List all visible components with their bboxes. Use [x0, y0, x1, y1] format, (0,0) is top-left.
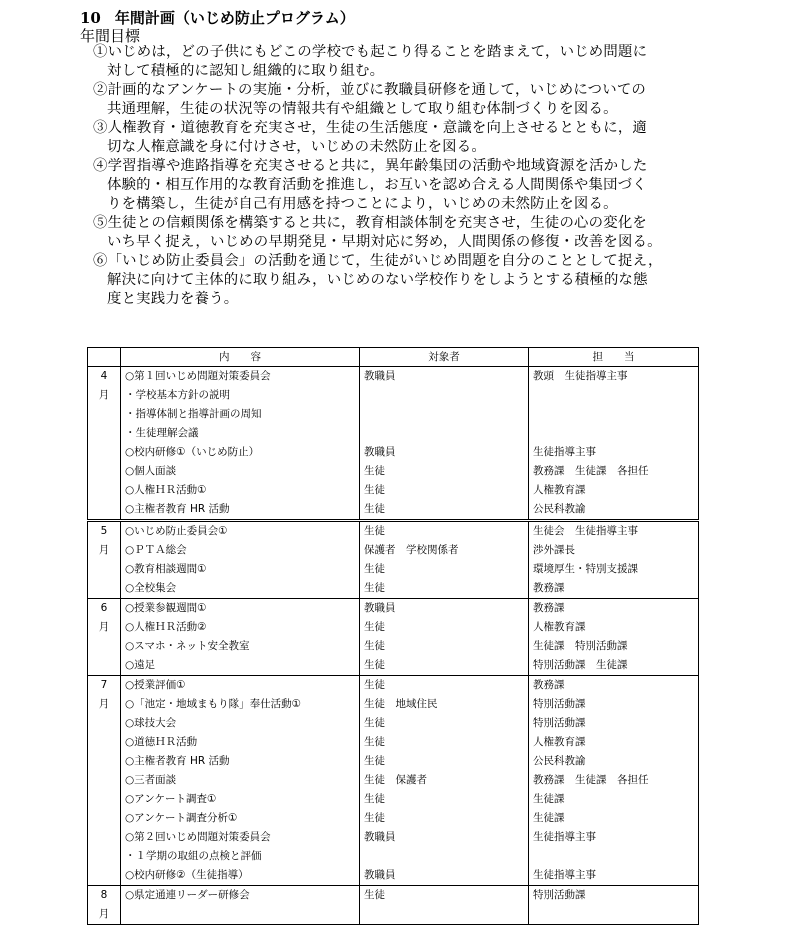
- goal-line: 切な人権意識を身に付けさせ，いじめの未然防止を図る。: [107, 139, 486, 155]
- table-row: [88, 618, 699, 637]
- table-row: [88, 847, 699, 866]
- month-cell: [88, 579, 121, 598]
- content-cell: ○スマホ・ネット安全教室: [121, 637, 360, 656]
- in-charge-cell: 生徒会 生徒指導主事: [529, 521, 699, 542]
- content-cell: ○三者面談: [121, 771, 360, 790]
- target-cell: 生徒: [360, 733, 529, 752]
- month-cell: [88, 866, 121, 886]
- content-cell: ○校内研修②（生徒指導）: [121, 866, 360, 886]
- table-row: [88, 405, 699, 424]
- in-charge-cell: 生徒指導主事: [529, 443, 699, 462]
- in-charge-cell: 特別活動課 生徒課: [529, 656, 699, 676]
- table-row: [88, 866, 699, 886]
- goals-heading: 年間目標: [80, 27, 141, 45]
- month-cell: [88, 560, 121, 579]
- month-cell: [88, 752, 121, 771]
- goal-item-continuation: [93, 290, 723, 309]
- content-cell: ○人権ＨＲ活動①: [121, 481, 360, 500]
- in-charge-cell: 教頭 生徒指導主事: [529, 367, 699, 387]
- content-cell: ○球技大会: [121, 714, 360, 733]
- table-row: [88, 386, 699, 405]
- table-row: [88, 695, 699, 714]
- content-cell: ○第１回いじめ問題対策委員会: [121, 367, 360, 387]
- month-cell: [88, 790, 121, 809]
- in-charge-cell: 教務課: [529, 676, 699, 696]
- in-charge-cell: 教務課: [529, 599, 699, 619]
- month-cell: [88, 405, 121, 424]
- header-month: [88, 348, 121, 367]
- month-cell: 6: [88, 599, 121, 619]
- table-row: [88, 367, 699, 387]
- in-charge-cell: 人権教育課: [529, 618, 699, 637]
- goal-item: [93, 43, 723, 62]
- target-cell: 生徒: [360, 656, 529, 676]
- in-charge-cell: 特別活動課: [529, 695, 699, 714]
- table-row: [88, 637, 699, 656]
- goals-list: [93, 43, 723, 309]
- target-cell: 教職員: [360, 367, 529, 387]
- month-cell: [88, 656, 121, 676]
- target-cell: 生徒: [360, 637, 529, 656]
- month-cell: 月: [88, 386, 121, 405]
- target-cell: 生徒: [360, 714, 529, 733]
- table-row: [88, 424, 699, 443]
- content-cell: ○全校集会: [121, 579, 360, 598]
- goal-line: 共通理解，生徒の状況等の情報共有や組織として取り組む体制づくりを図る。: [107, 101, 618, 117]
- content-cell: ○人権ＨＲ活動②: [121, 618, 360, 637]
- content-cell: ・生徒理解会議: [121, 424, 360, 443]
- in-charge-cell: [529, 424, 699, 443]
- table-header-row: [88, 348, 699, 367]
- target-cell: [360, 905, 529, 925]
- target-cell: 生徒: [360, 618, 529, 637]
- target-cell: 生徒: [360, 886, 529, 906]
- header-in-charge: 担 当: [529, 348, 699, 367]
- table-row: [88, 579, 699, 598]
- table-row: [88, 790, 699, 809]
- in-charge-cell: [529, 405, 699, 424]
- content-cell: ○教育相談週間①: [121, 560, 360, 579]
- section-number: 10: [80, 9, 101, 27]
- target-cell: [360, 424, 529, 443]
- target-cell: 生徒: [360, 560, 529, 579]
- target-cell: [360, 386, 529, 405]
- content-cell: ○個人面談: [121, 462, 360, 481]
- goal-line: りを構築し，生徒が自己有用感を持つことにより，いじめの未然防止を図る。: [107, 196, 618, 212]
- target-cell: 生徒: [360, 521, 529, 542]
- target-cell: 教職員: [360, 599, 529, 619]
- goal-line: ①いじめは，どの子供にもどこの学校でも起こり得ることを踏まえて，いじめ問題に: [93, 44, 648, 60]
- month-cell: [88, 809, 121, 828]
- table-row: [88, 500, 699, 521]
- section-title-text: 年間計画（いじめ防止プログラム）: [114, 9, 355, 27]
- goal-item: [93, 81, 723, 100]
- month-group: [88, 886, 699, 925]
- month-cell: 7: [88, 676, 121, 696]
- month-cell: [88, 771, 121, 790]
- month-cell: [88, 733, 121, 752]
- goal-line: 度と実践力を養う。: [107, 291, 239, 307]
- month-cell: 月: [88, 905, 121, 925]
- goal-item-continuation: [93, 138, 723, 157]
- table-row: [88, 560, 699, 579]
- table-row: [88, 714, 699, 733]
- target-cell: 生徒: [360, 809, 529, 828]
- month-group: [88, 521, 699, 599]
- target-cell: 教職員: [360, 866, 529, 886]
- in-charge-cell: 生徒課: [529, 809, 699, 828]
- in-charge-cell: 公民科教諭: [529, 752, 699, 771]
- goal-item-continuation: [93, 176, 723, 195]
- annual-plan-table: [87, 347, 699, 925]
- target-cell: 生徒: [360, 481, 529, 500]
- month-group: [88, 599, 699, 676]
- goal-item-continuation: [93, 233, 723, 252]
- target-cell: 教職員: [360, 443, 529, 462]
- goal-item: [93, 252, 723, 271]
- content-cell: ○アンケート調査①: [121, 790, 360, 809]
- target-cell: 生徒: [360, 579, 529, 598]
- content-cell: ○授業評価①: [121, 676, 360, 696]
- target-cell: 生徒: [360, 462, 529, 481]
- content-cell: ○道徳ＨＲ活動: [121, 733, 360, 752]
- target-cell: [360, 847, 529, 866]
- target-cell: 生徒 保護者: [360, 771, 529, 790]
- target-cell: [360, 405, 529, 424]
- in-charge-cell: 公民科教諭: [529, 500, 699, 521]
- content-cell: ○アンケート調査分析①: [121, 809, 360, 828]
- goal-item-continuation: [93, 271, 723, 290]
- in-charge-cell: 生徒指導主事: [529, 828, 699, 847]
- month-group: [88, 367, 699, 521]
- in-charge-cell: 生徒課 特別活動課: [529, 637, 699, 656]
- goal-line: ③人権教育・道徳教育を充実させ，生徒の生活態度・意識を向上させるとともに，適: [93, 120, 648, 136]
- table-row: [88, 462, 699, 481]
- in-charge-cell: 教務課: [529, 579, 699, 598]
- month-cell: [88, 714, 121, 733]
- content-cell: ○授業参観週間①: [121, 599, 360, 619]
- in-charge-cell: [529, 386, 699, 405]
- month-cell: 4: [88, 367, 121, 387]
- month-cell: [88, 637, 121, 656]
- target-cell: 教職員: [360, 828, 529, 847]
- table-row: [88, 886, 699, 906]
- target-cell: 保護者 学校関係者: [360, 541, 529, 560]
- target-cell: 生徒: [360, 752, 529, 771]
- goal-line: 解決に向けて主体的に取り組み，いじめのない学校作りをしようとする積極的な態: [107, 272, 648, 288]
- in-charge-cell: 教務課 生徒課 各担任: [529, 771, 699, 790]
- in-charge-cell: 生徒指導主事: [529, 866, 699, 886]
- target-cell: 生徒: [360, 790, 529, 809]
- content-cell: ○「池定・地域まもり隊」奉仕活動①: [121, 695, 360, 714]
- month-cell: 8: [88, 886, 121, 906]
- in-charge-cell: 環境厚生・特別支援課: [529, 560, 699, 579]
- month-cell: [88, 443, 121, 462]
- goal-item-continuation: [93, 100, 723, 119]
- table-row: [88, 905, 699, 925]
- goal-item-continuation: [93, 195, 723, 214]
- in-charge-cell: 人権教育課: [529, 733, 699, 752]
- table-row: [88, 481, 699, 500]
- goal-item: [93, 119, 723, 138]
- in-charge-cell: 渉外課長: [529, 541, 699, 560]
- table-row: [88, 809, 699, 828]
- content-cell: ○校内研修①（いじめ防止）: [121, 443, 360, 462]
- table-row: [88, 599, 699, 619]
- content-cell: ・学校基本方針の説明: [121, 386, 360, 405]
- table-row: [88, 771, 699, 790]
- target-cell: 生徒: [360, 676, 529, 696]
- table-row: [88, 521, 699, 542]
- month-cell: 月: [88, 695, 121, 714]
- goal-line: ⑥「いじめ防止委員会」の活動を通じて，生徒がいじめ問題を自分のこととして捉え，: [93, 253, 663, 269]
- table-row: [88, 541, 699, 560]
- table-row: [88, 733, 699, 752]
- in-charge-cell: 教務課 生徒課 各担任: [529, 462, 699, 481]
- goal-line: ④学習指導や進路指導を充実させると共に，異年齢集団の活動や地域資源を活かした: [93, 158, 648, 174]
- content-cell: ○遠足: [121, 656, 360, 676]
- month-cell: [88, 828, 121, 847]
- goal-item: [93, 157, 723, 176]
- in-charge-cell: 人権教育課: [529, 481, 699, 500]
- content-cell: ○ＰＴＡ総会: [121, 541, 360, 560]
- target-cell: 生徒 地域住民: [360, 695, 529, 714]
- table-row: [88, 752, 699, 771]
- month-cell: [88, 500, 121, 521]
- target-cell: 生徒: [360, 500, 529, 521]
- table-row: [88, 676, 699, 696]
- in-charge-cell: 生徒課: [529, 790, 699, 809]
- content-cell: ・１学期の取組の点検と評価: [121, 847, 360, 866]
- month-cell: 月: [88, 541, 121, 560]
- table-row: [88, 443, 699, 462]
- in-charge-cell: 特別活動課: [529, 886, 699, 906]
- month-cell: [88, 847, 121, 866]
- goal-line: ②計画的なアンケートの実施・分析，並びに教職員研修を通して，いじめについての: [93, 82, 647, 98]
- goal-item: [93, 214, 723, 233]
- content-cell: [121, 905, 360, 925]
- content-cell: ○主権者教育 HR 活動: [121, 500, 360, 521]
- month-cell: [88, 481, 121, 500]
- content-cell: ・指導体制と指導計画の周知: [121, 405, 360, 424]
- in-charge-cell: 特別活動課: [529, 714, 699, 733]
- header-content: 内 容: [121, 348, 360, 367]
- goal-line: いち早く捉え，いじめの早期発見・早期対応に努め，人間関係の修復・改善を図る。: [107, 234, 662, 250]
- month-cell: [88, 424, 121, 443]
- goal-line: 対して積極的に認知し組織的に取り組む。: [107, 63, 385, 79]
- content-cell: ○いじめ防止委員会①: [121, 521, 360, 542]
- goal-line: 体験的・相互作用的な教育活動を推進し，お互いを認め合える人間関係や集団づく: [107, 177, 647, 193]
- table-row: [88, 828, 699, 847]
- month-cell: 5: [88, 521, 121, 542]
- content-cell: ○主権者教育 HR 活動: [121, 752, 360, 771]
- goal-line: ⑤生徒との信頼関係を構築すると共に，教育相談体制を充実させ，生徒の心の変化を: [93, 215, 648, 231]
- in-charge-cell: [529, 905, 699, 925]
- month-cell: [88, 462, 121, 481]
- content-cell: ○県定通連リーダー研修会: [121, 886, 360, 906]
- content-cell: ○第２回いじめ問題対策委員会: [121, 828, 360, 847]
- table-row: [88, 656, 699, 676]
- header-target: 対象者: [360, 348, 529, 367]
- month-group: [88, 676, 699, 886]
- month-cell: 月: [88, 618, 121, 637]
- in-charge-cell: [529, 847, 699, 866]
- goal-item-continuation: [93, 62, 723, 81]
